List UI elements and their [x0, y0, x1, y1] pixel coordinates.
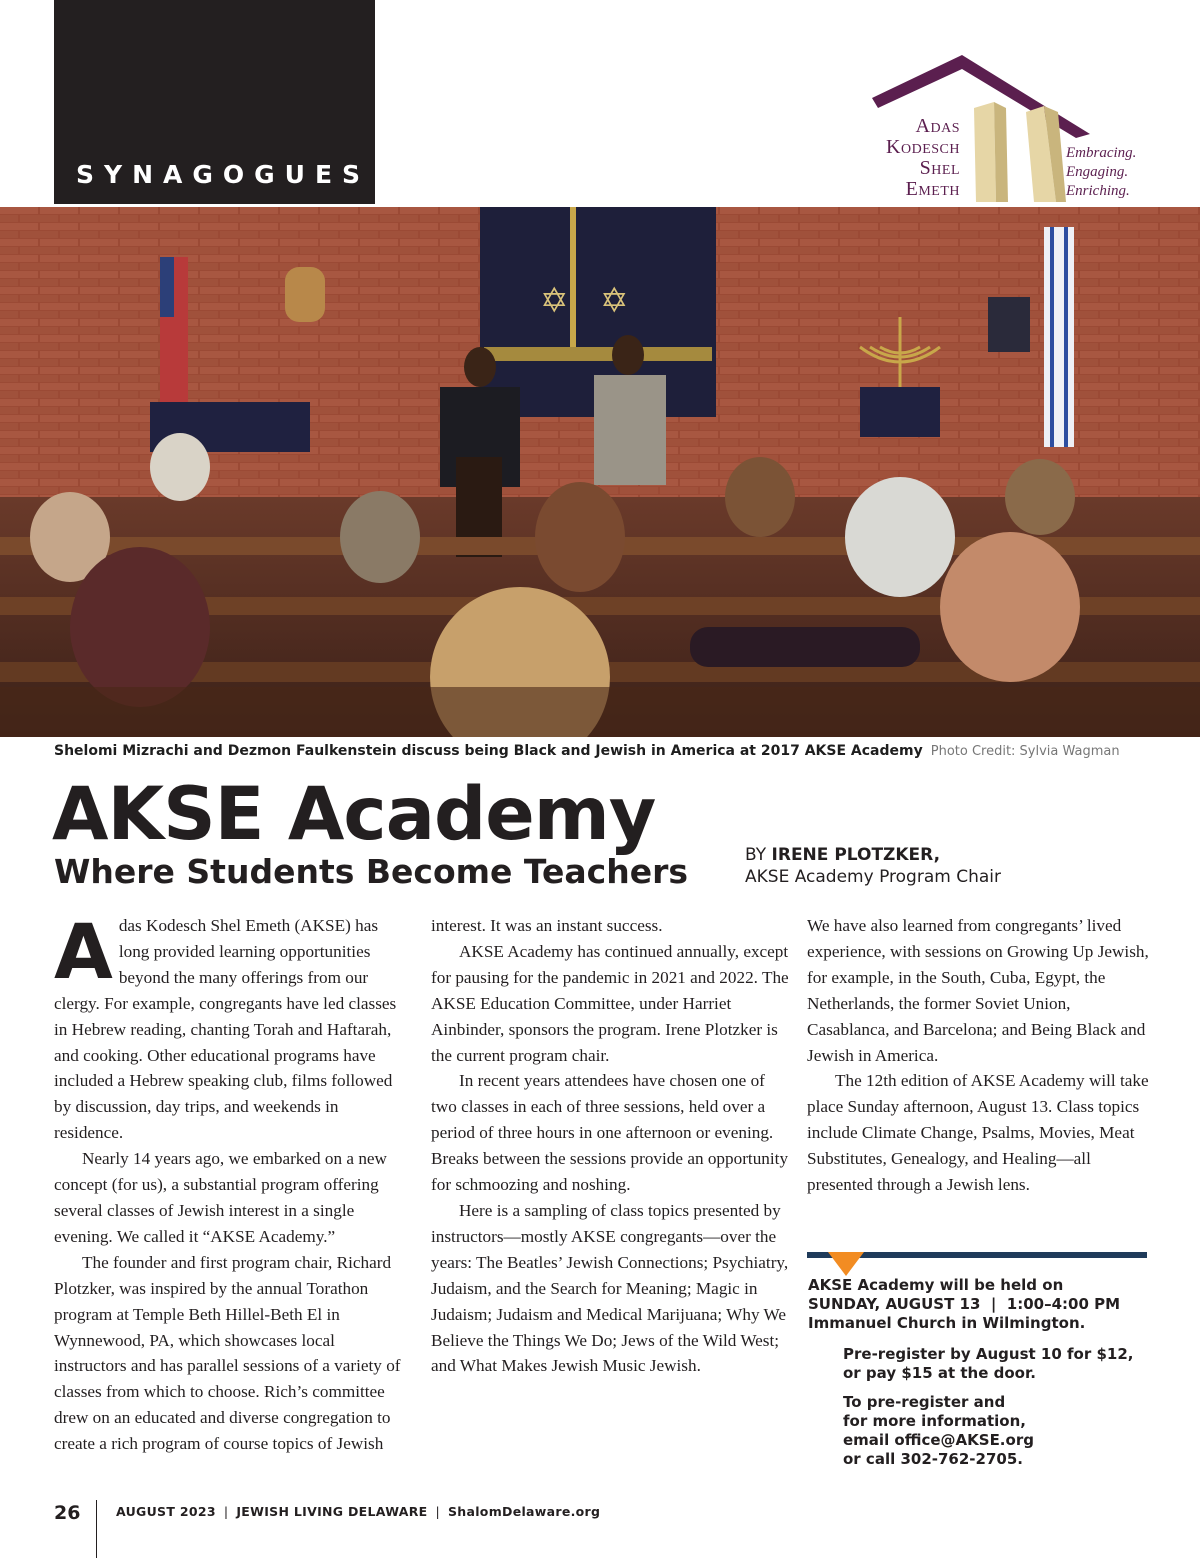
footer-divider: [96, 1500, 97, 1558]
article-paragraph: In recent years attendees have chosen one of two classes in each of three sessions, held over a period of three hours in one afternoon or evening. Breaks between the sessions provide an opportunity for schmoozing and noshing.: [431, 1071, 789, 1195]
article-title: AKSE Academy: [52, 772, 656, 857]
logo-tagline: Engaging.: [1066, 164, 1129, 180]
svg-text:✡: ✡: [540, 281, 569, 321]
logo-word: Shel: [919, 157, 960, 179]
article-paragraph: [54, 907, 404, 1146]
article-paragraph-continued: interest. It was an instant success.: [431, 916, 663, 935]
article-paragraph: The founder and first program chair, Richard Plotzker, was inspired by the annual Torathon program at Temple Beth Hillel-Beth El in Wynnewood, PA, which showcases local instructors and has parallel sessions of a variety of classes from which to choose. Rich’s committee drew on an educated and diverse congregation to create a rich program of course topics of Jewish: [54, 1252, 401, 1454]
logo-tagline: Enriching.: [1066, 183, 1130, 199]
contact-info: [843, 1393, 1143, 1469]
caption-text: Shelomi Mizrachi and Dezmon Faulkenstein discuss being Black and Jewish in America at 2017 AKSE Academy: [54, 743, 923, 759]
sanctuary-photo: [0, 207, 1200, 737]
logo-word: Kodesch: [886, 136, 960, 158]
triangle-marker-icon: [828, 1252, 864, 1276]
drop-cap: A: [54, 907, 113, 996]
section-label: SYNAGOGUES: [76, 160, 371, 189]
page-footer: [54, 1500, 1154, 1558]
website-link[interactable]: ShalomDelaware.org: [447, 1504, 601, 1519]
byline-role: AKSE Academy Program Chair: [745, 867, 1001, 887]
photo-credit: Photo Credit: Sylvia Wagman: [930, 744, 1120, 759]
article-paragraph: AKSE Academy has continued annually, except for pausing for the pandemic in 2021 and 2022. The AKSE Education Committee, under Harriet Ainbinder, sponsors the program. Irene Plotzker is the current program chair.: [431, 941, 789, 1065]
article-column-1: [54, 907, 404, 1457]
contact-line: To pre-register and: [843, 1393, 1006, 1411]
event-location: Immanuel Church in Wilmington.: [808, 1314, 1086, 1332]
byline-prefix: BY: [745, 845, 772, 865]
footer-text: AUGUST 2023 | JEWISH LIVING DELAWARE | ShalomDelaware.org: [116, 1504, 601, 1519]
contact-line: for more information,: [843, 1412, 1026, 1430]
article-paragraph: The 12th edition of AKSE Academy will take place Sunday afternoon, August 13. Class topics include Climate Change, Psalms, Movies, Meat Substitutes, Genealogy, and Healing—all presented through a Jewish lens.: [807, 1071, 1149, 1195]
byline-author: IRENE PLOTZKER,: [771, 845, 941, 865]
paragraph-text: das Kodesch Shel Emeth (AKSE) has long provided learning opportunities beyond the many offerings from our clergy. For example, congregants have led classes in Hebrew reading, chanting Torah and Haftarah, and cooking. Other educational programs have included a Hebrew speaking club, films followed by discussion, day trips, and weekends in residence.: [54, 916, 397, 1143]
article-paragraph: We have also learned from congregants’ lived experience, with sessions on Growing Up Jewish, for example, in the South, Cuba, Egypt, the Netherlands, the former Soviet Union, Casablanca, and Barcelona; and Being Black and Jewish in America.: [807, 916, 1149, 1065]
svg-text:✡: ✡: [600, 281, 629, 321]
byline: [745, 844, 1001, 888]
logo-tagline: Embracing.: [1066, 145, 1137, 161]
registration-line: Pre-register by August 10 for $12,: [843, 1345, 1134, 1363]
event-info: [808, 1276, 1153, 1333]
page-number: 26: [54, 1502, 81, 1524]
article-paragraph: Here is a sampling of class topics presented by instructors—mostly AKSE congregants—over the years: The Beatles’ Jewish Connections; Psychiatry, Judaism, and the Search for Meaning; Magic in Judaism; Judaism and Medical Marijuana; Why We Believe the Things We Do; Jews of the Wild West; and What Makes Jewish Music Jewish.: [431, 1200, 789, 1376]
event-info-line: AKSE Academy will be held on: [808, 1276, 1064, 1294]
article-paragraph: Nearly 14 years ago, we embarked on a new concept (for us), a substantial program offering several classes of Jewish interest in a single evening. We called it “AKSE Academy.”: [54, 1149, 387, 1246]
article-subtitle: Where Students Become Teachers: [54, 852, 689, 891]
logo-word: Emeth: [905, 178, 960, 200]
section-header: [54, 0, 375, 204]
registration-line: or pay $15 at the door.: [843, 1364, 1036, 1382]
registration-info: [843, 1345, 1143, 1383]
article-column-2-text: [431, 913, 789, 1379]
contact-phone: or call 302-762-2705.: [843, 1450, 1023, 1468]
logo-word: Adas: [915, 115, 960, 137]
photo-caption: [54, 743, 1120, 759]
contact-email[interactable]: email office@AKSE.org: [843, 1431, 1034, 1449]
issue-date: AUGUST 2023: [116, 1504, 216, 1519]
article-column-3: [807, 913, 1157, 1198]
akse-logo: [866, 52, 1156, 208]
event-date-time: SUNDAY, AUGUST 13 | 1:00–4:00 PM: [808, 1295, 1121, 1313]
publication-name: JEWISH LIVING DELAWARE: [236, 1504, 428, 1519]
